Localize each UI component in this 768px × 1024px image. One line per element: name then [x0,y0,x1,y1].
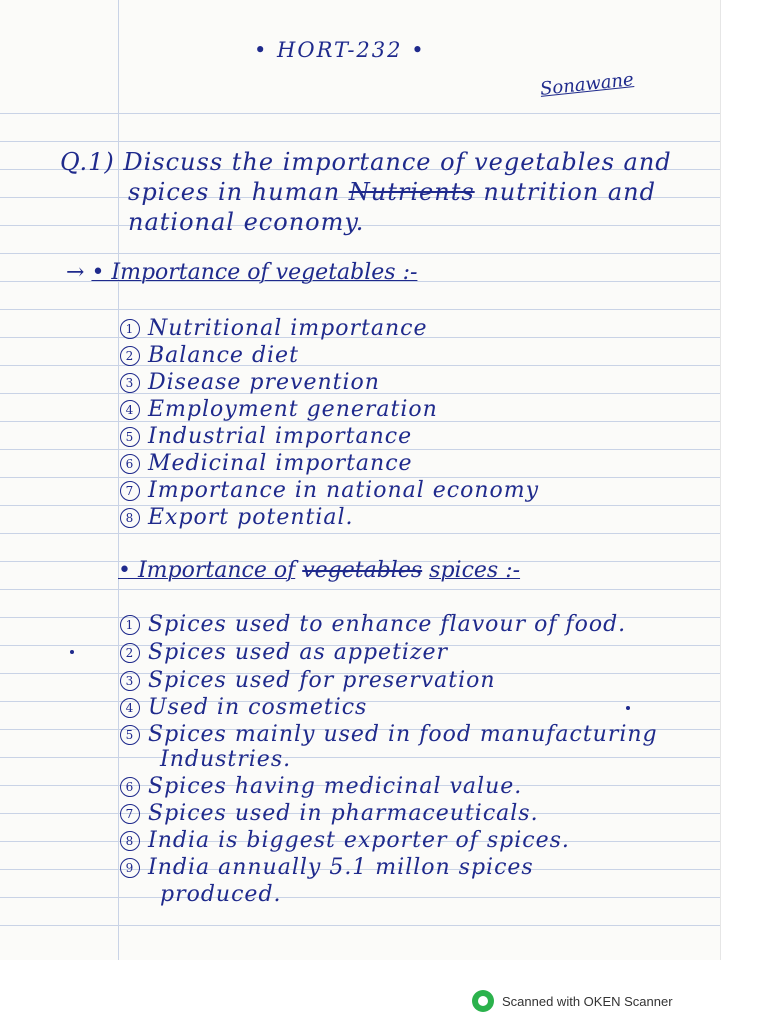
list-item: 7 Importance in national economy [120,480,539,502]
author-signature [539,71,634,99]
ruled-line [0,897,720,898]
list-item: 2 Balance diet [120,345,299,367]
ruled-line [0,309,720,310]
oken-logo-icon [472,990,494,1012]
list-item: 6 Medicinal importance [120,453,413,475]
ruled-line [0,141,720,142]
list-item: 5 Industrial importance [120,426,412,448]
ruled-line [0,589,720,590]
list-item: 1 Spices used to enhance flavour of food. [120,614,626,636]
list-item: 3 Disease prevention [120,372,380,394]
arrow-icon: → [66,260,85,285]
list-item: 1 Nutritional importance [120,318,427,340]
list-item: 3 Spices used for preservation [120,670,496,692]
spices-heading: • Importance of vegetables spices :- [118,558,521,583]
ruled-line [0,449,720,450]
scanner-watermark [472,990,673,1012]
question-line-1: Q.1) Discuss the importance of vegetables and [60,148,672,176]
ruled-line [0,533,720,534]
ruled-line [0,253,720,254]
question-line-2: spices in human Nutrients nutrition and [128,178,657,206]
ruled-line [0,757,720,758]
stray-dot [626,706,630,710]
list-item: 9 India annually 5.1 millon spices [120,857,534,879]
list-item: 5 Spices mainly used in food manufacturing [120,724,658,746]
ruled-line [0,365,720,366]
stray-dot [70,650,74,654]
list-item: 7 Spices used in pharmaceuticals. [120,803,539,825]
author-name: Sonawane [539,69,635,100]
list-item: 6 Spices having medicinal value. [120,776,522,798]
course-code: • HORT-232 • [254,38,426,62]
ruled-line [0,505,720,506]
list-item-continuation: produced. [160,882,282,907]
list-item: 4 Used in cosmetics [120,697,367,719]
question-line-3: national economy. [128,208,365,236]
vegetables-heading: → • Importance of vegetables :- [66,260,418,285]
list-item-continuation: Industries. [160,747,292,772]
list-item: 2 Spices used as appetizer [120,642,448,664]
list-item: 8 Export potential. [120,507,354,529]
margin-line [118,0,119,960]
ruled-line [0,925,720,926]
scanner-label: Scanned with OKEN Scanner [502,993,673,1009]
list-item: 4 Employment generation [120,399,438,421]
list-item: 8 India is biggest exporter of spices. [120,830,570,852]
ruled-line [0,113,720,114]
